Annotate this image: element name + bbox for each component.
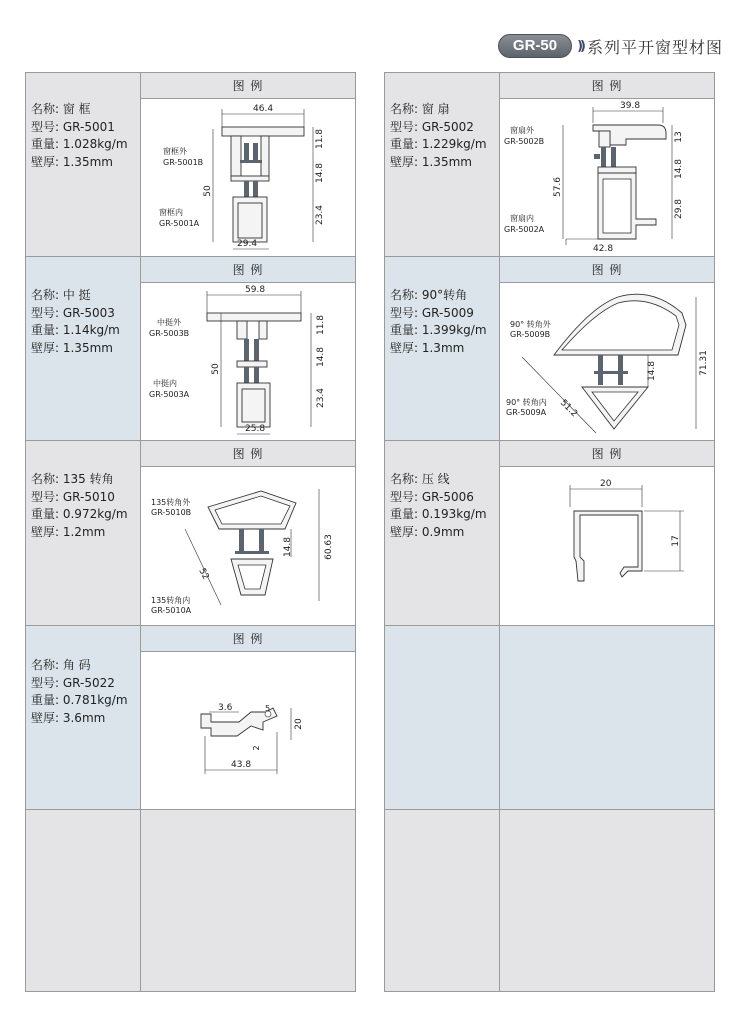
svg-text:60.63: 60.63: [324, 534, 334, 560]
profile-weight: 重量: 0.781kg/m: [31, 693, 128, 707]
svg-text:50: 50: [211, 363, 221, 375]
profile-weight: 重量: 1.028kg/m: [31, 137, 128, 151]
svg-text:90° 转角外: 90° 转角外: [510, 320, 551, 329]
empty-row: [385, 810, 714, 991]
svg-text:51.2: 51.2: [557, 398, 580, 420]
svg-text:5: 5: [265, 704, 271, 713]
svg-text:GR-5009A: GR-5009A: [506, 408, 547, 417]
svg-text:90° 转角内: 90° 转角内: [506, 398, 547, 407]
svg-text:3.6: 3.6: [218, 703, 233, 713]
svg-text:29.4: 29.4: [237, 239, 258, 249]
svg-text:窗框内: 窗框内: [159, 208, 183, 217]
svg-text:43.8: 43.8: [231, 760, 252, 770]
profile-row-gr5009: [385, 257, 714, 441]
svg-text:135转角内: 135转角内: [151, 596, 191, 605]
legend-header: 图 例: [141, 626, 355, 652]
svg-text:23.4: 23.4: [315, 204, 325, 226]
svg-text:135转角外: 135转角外: [151, 498, 191, 507]
svg-text:11.8: 11.8: [316, 314, 326, 336]
profile-info: [26, 73, 141, 256]
profile-row-gr5010: [26, 441, 355, 626]
profile-thickness: 壁厚: 1.35mm: [31, 154, 113, 169]
svg-text:14.8: 14.8: [316, 346, 326, 368]
profile-weight: 重量: 1.399kg/m: [390, 323, 487, 337]
svg-text:17: 17: [671, 535, 681, 547]
svg-text:GR-5003B: GR-5003B: [149, 329, 190, 338]
svg-text:14.8: 14.8: [647, 360, 657, 382]
profile-name: 名称: 窗 框: [31, 102, 91, 116]
empty-info-cell: [385, 810, 500, 991]
profile-weight: 重量: 0.972kg/m: [31, 507, 128, 521]
profile-model: 型号: GR-5009: [390, 305, 474, 320]
svg-text:窗框外: 窗框外: [163, 147, 187, 156]
svg-text:52: 52: [196, 566, 211, 582]
profile-info: [385, 441, 500, 625]
profile-weight: 重量: 1.229kg/m: [390, 137, 487, 151]
profile-model: 型号: GR-5010: [31, 489, 115, 504]
svg-text:11.8: 11.8: [315, 128, 325, 150]
profile-row-gr5022: [26, 626, 355, 810]
profile-drawing: [500, 99, 714, 256]
left-column: [25, 72, 356, 992]
mullion-profile-diagram: [141, 283, 355, 440]
right-column: [384, 72, 715, 992]
svg-text:GR-5010A: GR-5010A: [151, 606, 192, 615]
profile-weight: 重量: 0.193kg/m: [390, 507, 487, 521]
profile-model: 型号: GR-5001: [31, 119, 115, 134]
profile-drawing: [500, 283, 714, 440]
profile-drawing: [141, 652, 355, 809]
profile-name: 名称: 中 挺: [31, 288, 91, 302]
svg-text:20: 20: [294, 718, 304, 730]
svg-text:中挺外: 中挺外: [157, 318, 181, 327]
profile-row-gr5003: [26, 257, 355, 441]
profile-name: 名称: 压 线: [390, 472, 450, 486]
svg-text:GR-5010B: GR-5010B: [151, 508, 192, 517]
series-badge: GR-50: [498, 34, 572, 58]
svg-text:中挺内: 中挺内: [153, 379, 177, 388]
profile-name: 名称: 135 转角: [31, 472, 114, 486]
legend-header: 图 例: [500, 441, 714, 467]
profile-drawing: [141, 283, 355, 440]
corner135-profile-diagram: [141, 467, 355, 625]
glazing-bead-profile-diagram: [500, 467, 714, 625]
svg-text:窗扇内: 窗扇内: [510, 214, 534, 223]
legend-header: 图 例: [141, 441, 355, 467]
profile-info: [26, 257, 141, 440]
frame-profile-diagram: [141, 99, 355, 256]
svg-text:GR-5009B: GR-5009B: [510, 330, 551, 339]
svg-text:GR-5003A: GR-5003A: [149, 390, 190, 399]
profile-info: [385, 73, 500, 256]
profile-thickness: 壁厚: 1.35mm: [31, 340, 113, 355]
profile-name: 名称: 角 码: [31, 658, 91, 672]
svg-text:50: 50: [203, 185, 213, 197]
page-title: 系列平开窗型材图: [586, 37, 723, 57]
svg-text:59.8: 59.8: [245, 285, 266, 295]
svg-text:GR-5001A: GR-5001A: [159, 219, 200, 228]
profile-thickness: 壁厚: 3.6mm: [31, 710, 106, 725]
profile-model: 型号: GR-5003: [31, 305, 115, 320]
corner-key-profile-diagram: [141, 652, 355, 809]
empty-info-cell: [385, 626, 500, 809]
legend-header: 图 例: [141, 73, 355, 99]
profile-thickness: 壁厚: 1.3mm: [390, 340, 465, 355]
svg-text:25.8: 25.8: [245, 424, 266, 434]
legend-header: 图 例: [141, 257, 355, 283]
profile-model: 型号: GR-5022: [31, 675, 115, 690]
profile-thickness: 壁厚: 1.35mm: [390, 154, 472, 169]
profile-weight: 重量: 1.14kg/m: [31, 323, 120, 337]
svg-text:23.4: 23.4: [316, 387, 326, 409]
svg-text:20: 20: [600, 479, 612, 489]
profile-info: [385, 257, 500, 440]
svg-text:2: 2: [252, 745, 261, 751]
profile-model: 型号: GR-5006: [390, 489, 474, 504]
svg-text:42.8: 42.8: [593, 244, 614, 254]
svg-text:57.6: 57.6: [553, 176, 563, 198]
profile-name: 名称: 窗 扇: [390, 102, 450, 116]
profile-thickness: 壁厚: 1.2mm: [31, 524, 106, 539]
svg-text:71.31: 71.31: [699, 350, 709, 376]
profile-row-gr5001: [26, 73, 355, 257]
profile-info: [26, 626, 141, 809]
profile-row-gr5006: [385, 441, 714, 626]
profile-thickness: 壁厚: 0.9mm: [390, 524, 465, 539]
profile-drawing: [500, 467, 714, 625]
profile-name: 名称: 90°转角: [390, 288, 468, 302]
profile-model: 型号: GR-5002: [390, 119, 474, 134]
empty-row: [26, 810, 355, 991]
svg-text:GR-5002B: GR-5002B: [504, 137, 545, 146]
svg-text:14.8: 14.8: [674, 158, 684, 180]
legend-header: 图 例: [500, 73, 714, 99]
svg-text:39.8: 39.8: [620, 101, 641, 111]
profile-info: [26, 441, 141, 625]
empty-info-cell: [26, 810, 141, 991]
legend-header: 图 例: [500, 257, 714, 283]
svg-text:14.8: 14.8: [315, 162, 325, 184]
profile-drawing: [141, 467, 355, 625]
sash-profile-diagram: [500, 99, 714, 256]
svg-text:窗扇外: 窗扇外: [510, 126, 534, 135]
page-header: [498, 34, 723, 58]
empty-row: [385, 626, 714, 810]
svg-text:13: 13: [674, 131, 684, 143]
chevron-right-icon: )): [577, 38, 583, 54]
profile-row-gr5002: [385, 73, 714, 257]
svg-text:GR-5001B: GR-5001B: [163, 158, 204, 167]
corner90-profile-diagram: [500, 283, 714, 440]
svg-text:46.4: 46.4: [253, 104, 274, 114]
svg-text:GR-5002A: GR-5002A: [504, 225, 545, 234]
svg-text:14.8: 14.8: [283, 536, 293, 558]
svg-text:29.8: 29.8: [674, 198, 684, 220]
profile-drawing: [141, 99, 355, 256]
